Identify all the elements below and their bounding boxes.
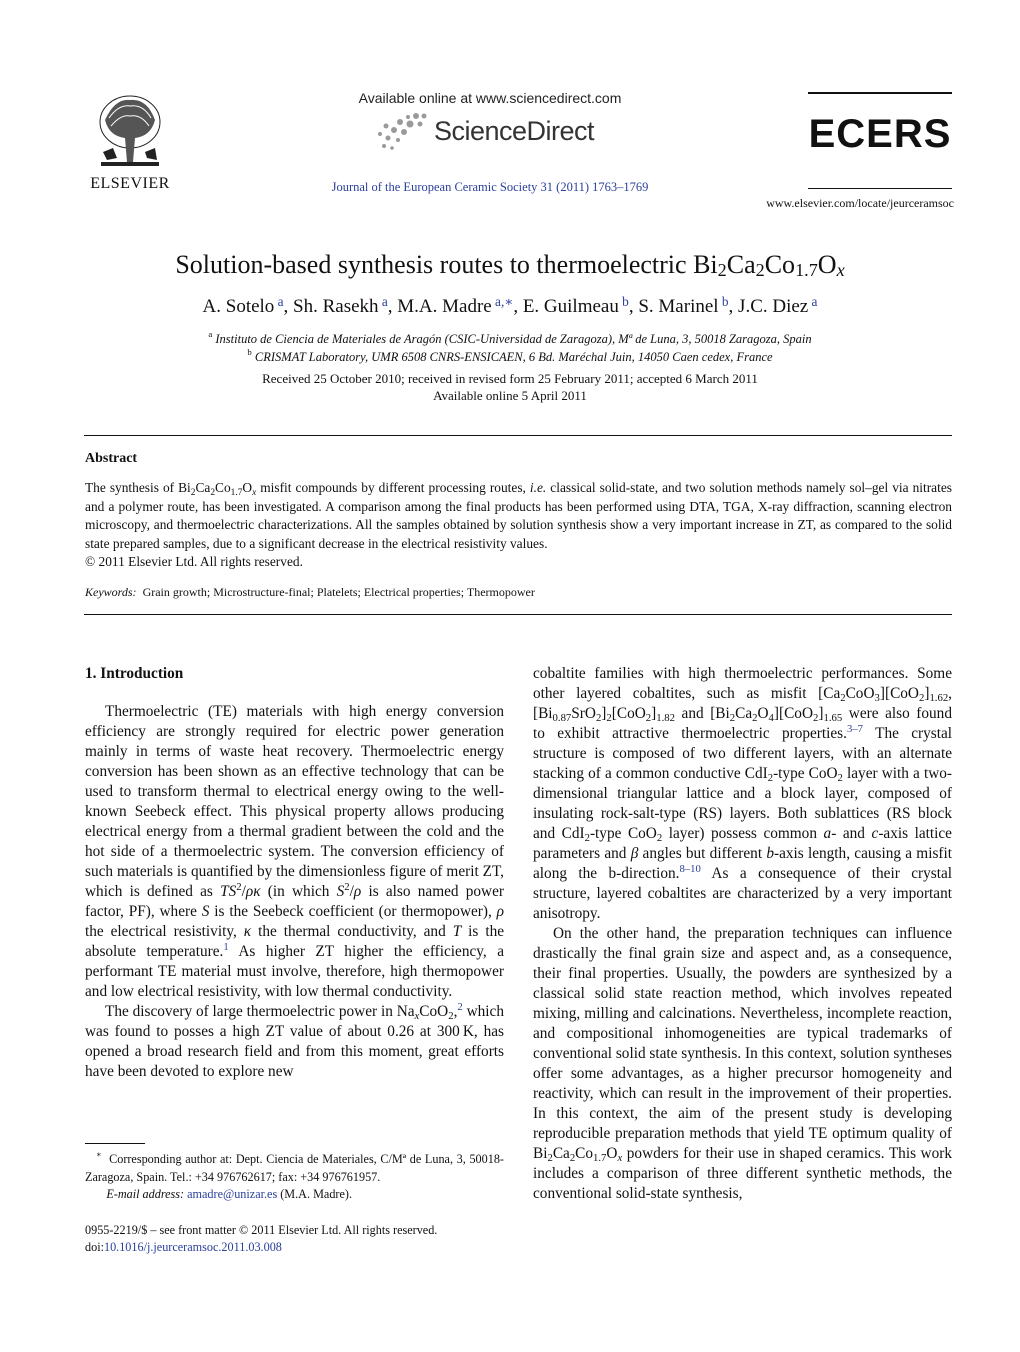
body-paragraph: On the other hand, the preparation techniques can influence drastically the final grain size and aspect and, as a consequence, their final properties. Usually, the powders are synthesized by a classical solid state reaction method, which involves repeated mixing, milling and calcinations. Nevertheless, incomplete reaction, and compositional inhomogeneities are typical trademarks of conventional solid state synthesis. In this context, solution syntheses offer some advantages, as a higher precursor homogeneity and reactivity, which can result in the improvement of their properties. In this context, the aim of the present study is developing reproducible preparation methods that yield TE optimum quality of $Bi_2Ca_2Co_{1.7}O_x$ powders for their use in shaped ceramics. This work includes a comparison of three different synthetic methods, the conventional solid-state synthesis,: [533, 925, 952, 1202]
author-affiliation-marker[interactable]: a: [378, 294, 388, 309]
citation-link[interactable]: 1: [223, 941, 229, 953]
email-link[interactable]: amadre@unizar.es: [187, 1187, 278, 1201]
citation-link[interactable]: 2: [457, 1001, 463, 1013]
author-name: S. Marinel: [638, 296, 719, 317]
sciencedirect-dots-icon: [372, 112, 432, 152]
abstract-bottom-rule: [84, 614, 952, 615]
body-column-right: [533, 664, 952, 1204]
logo-bottom-rule: [808, 188, 952, 189]
elsevier-tree-icon: [95, 92, 165, 172]
keywords: [85, 585, 535, 600]
abstract-top-rule: [84, 435, 952, 436]
author-name: M.A. Madre: [397, 296, 492, 317]
journal-logo-wordmark: ECERS: [808, 112, 952, 156]
journal-url-link[interactable]: www.elsevier.com/locate/jeurceramsoc: [766, 196, 954, 210]
elsevier-wordmark: ELSEVIER: [90, 175, 170, 192]
front-matter: 0955-2219/$ – see front matter © 2011 Elsevier Ltd. All rights reserved. doi:10.1016/j.jeurceramsoc.2011.03.008: [85, 1223, 438, 1254]
author-list: A. Sotelo $^a$, Sh. Rasekh $^a$, M.A. Madre $^{a,∗}$, E. Guilmeau $^b$, S. Marinel $^b$, J.C. Diez $^a$: [202, 294, 818, 317]
doi-link[interactable]: 10.1016/j.jeurceramsoc.2011.03.008: [103, 1240, 282, 1254]
abstract-copyright: © 2011 Elsevier Ltd. All rights reserved.: [85, 554, 303, 569]
citation-link[interactable]: 8–10: [679, 863, 701, 875]
corresponding-author-footnote: ∗ Corresponding author at: Dept. Ciencia de Materiales, C/Mª de Luna, 3, 50018-Zaragoza, Spain. Tel.: +34 976762617; fax: +34 976761957. E-mail address: amadre@unizar.es (M.A. Madre).: [85, 1149, 504, 1201]
footnote-rule: [85, 1143, 145, 1144]
available-online-banner[interactable]: Available online at www.sciencedirect.com: [358, 90, 622, 106]
author-affiliation-marker[interactable]: b: [718, 294, 729, 309]
author-affiliation-marker[interactable]: a: [808, 294, 818, 309]
author-name: A. Sotelo: [202, 296, 275, 317]
logo-top-rule: [808, 92, 952, 94]
author-affiliation-marker[interactable]: a,∗: [491, 294, 514, 309]
body-paragraph: The discovery of large thermoelectric power in $Na_xCoO_2,^2$ which was found to posses a high ZT value of about 0.26 at 300 K, has opened a broad research field and from this moment, great efforts have been devoted to explore new: [85, 1001, 504, 1080]
received-dates: Received 25 October 2010; received in revised form 25 February 2011; accepted 6 March 2011: [262, 371, 758, 386]
available-online-date: Available online 5 April 2011: [433, 388, 587, 403]
abstract-heading: Abstract: [85, 451, 138, 466]
affiliation-b: $^b$ CRISMAT Laboratory, UMR 6508 CNRS-ENSICAEN, 6 Bd. Maréchal Juin, 14050 Caen cedex, France: [247, 347, 773, 364]
article-title: Solution-based synthesis routes to thermoelectric $Bi_2Ca_2Co_{1.7}O_x$: [175, 250, 845, 280]
sciencedirect-wordmark: ScienceDirect: [434, 116, 595, 146]
sciencedirect-logo[interactable]: [372, 112, 612, 154]
body-paragraph: Thermoelectric (TE) materials with high energy conversion efficiency are strongly required for electric power generation mainly in terms of waste heat recovery. Thermoelectric energy conversion has been shown as an effective technology that can be used to transform thermal to electrical energy owing to the well-known Seebeck effect. This physical property allows producing electrical energy from a thermal gradient between the cold and the hot side of a thermoelectric system. The conversion efficiency of such materials is quantified by the dimensionless figure of merit ZT, which is defined as $TS^2/\rho\kappa$ (in which $S^2/\rho$ is also named power factor, PF), where S is the Seebeck coefficient (or thermopower), ρ the electrical resistivity, κ the thermal conductivity, and T is the absolute temperature.$^1$ As higher ZT higher the efficiency, a performant TE material must involve, therefore, high thermopower and low electrical resistivity, with low thermal conductivity.: [85, 703, 505, 1000]
author-name: E. Guilmeau: [522, 296, 619, 317]
author-affiliation-marker[interactable]: b: [618, 294, 629, 309]
abstract-text: The synthesis of $Bi_2Ca_2Co_{1.7}O_x$ misfit compounds by different processing routes, i.e. classical solid-state, and two solution methods namely sol–gel via nitrates and a polymer route, has been investigated. A comparison among the final products has been performed using DTA, TGA, X-ray diffraction, scanning electron microscopy, and thermoelectric characterizations. All the samples obtained by solution synthesis show a very important increase in ZT, as compared to the solid state prepared samples, due to a significant decrease in the electrical resistivity values.: [85, 480, 952, 551]
body-paragraph: cobaltite families with high thermoelectric performances. Some other layered cobaltites, such as misfit $[Ca_2CoO_3][CoO_2]_{1.62}$, $[Bi_{0.87}SrO_2]_2[CoO_2]_{1.82}$ and $[Bi_2Ca_2O_4][CoO_2]_{1.65}$ were also found to exhibit attractive thermoelectric properties.$^{3-7}$ The crystal structure is composed of two different layers, with an alternate stacking of a common conductive CdI$_2$-type CoO$_2$ layer with a two-dimensional triangular lattice and a block layer, composed of insulating rock-salt-type (RS) layers. Both sublattices (RS block and CdI$_2$-type CoO$_2$ layer) possess common a- and c-axis lattice parameters and β angles but different b-axis length, causing a misfit along the b-direction.$^{8-10}$ As a consequence of their crystal structure, layered cobaltites are characterized by a very important anisotropy.: [533, 665, 952, 922]
elsevier-logo: [82, 92, 178, 192]
journal-reference-link[interactable]: Journal of the European Ceramic Society 31 (2011) 1763–1769: [331, 180, 649, 194]
journal-logo: [808, 92, 954, 198]
keywords-list: Grain growth; Microstructure-final; Platelets; Electrical properties; Thermopower: [142, 585, 535, 599]
affiliation-a: $^a$ Instituto de Ciencia de Materiales de Aragón (CSIC-Universidad de Zaragoza), Mª de Luna, 3, 50018 Zaragoza, Spain: [208, 329, 812, 346]
author-affiliation-marker[interactable]: a: [274, 294, 284, 309]
keywords-label: Keywords:: [85, 585, 137, 599]
author-name: Sh. Rasekh: [293, 296, 379, 317]
body-column-left: [85, 664, 504, 1082]
citation-link[interactable]: 3–7: [846, 723, 864, 735]
section-heading: 1. Introduction: [85, 665, 184, 682]
author-name: J.C. Diez: [738, 296, 809, 317]
